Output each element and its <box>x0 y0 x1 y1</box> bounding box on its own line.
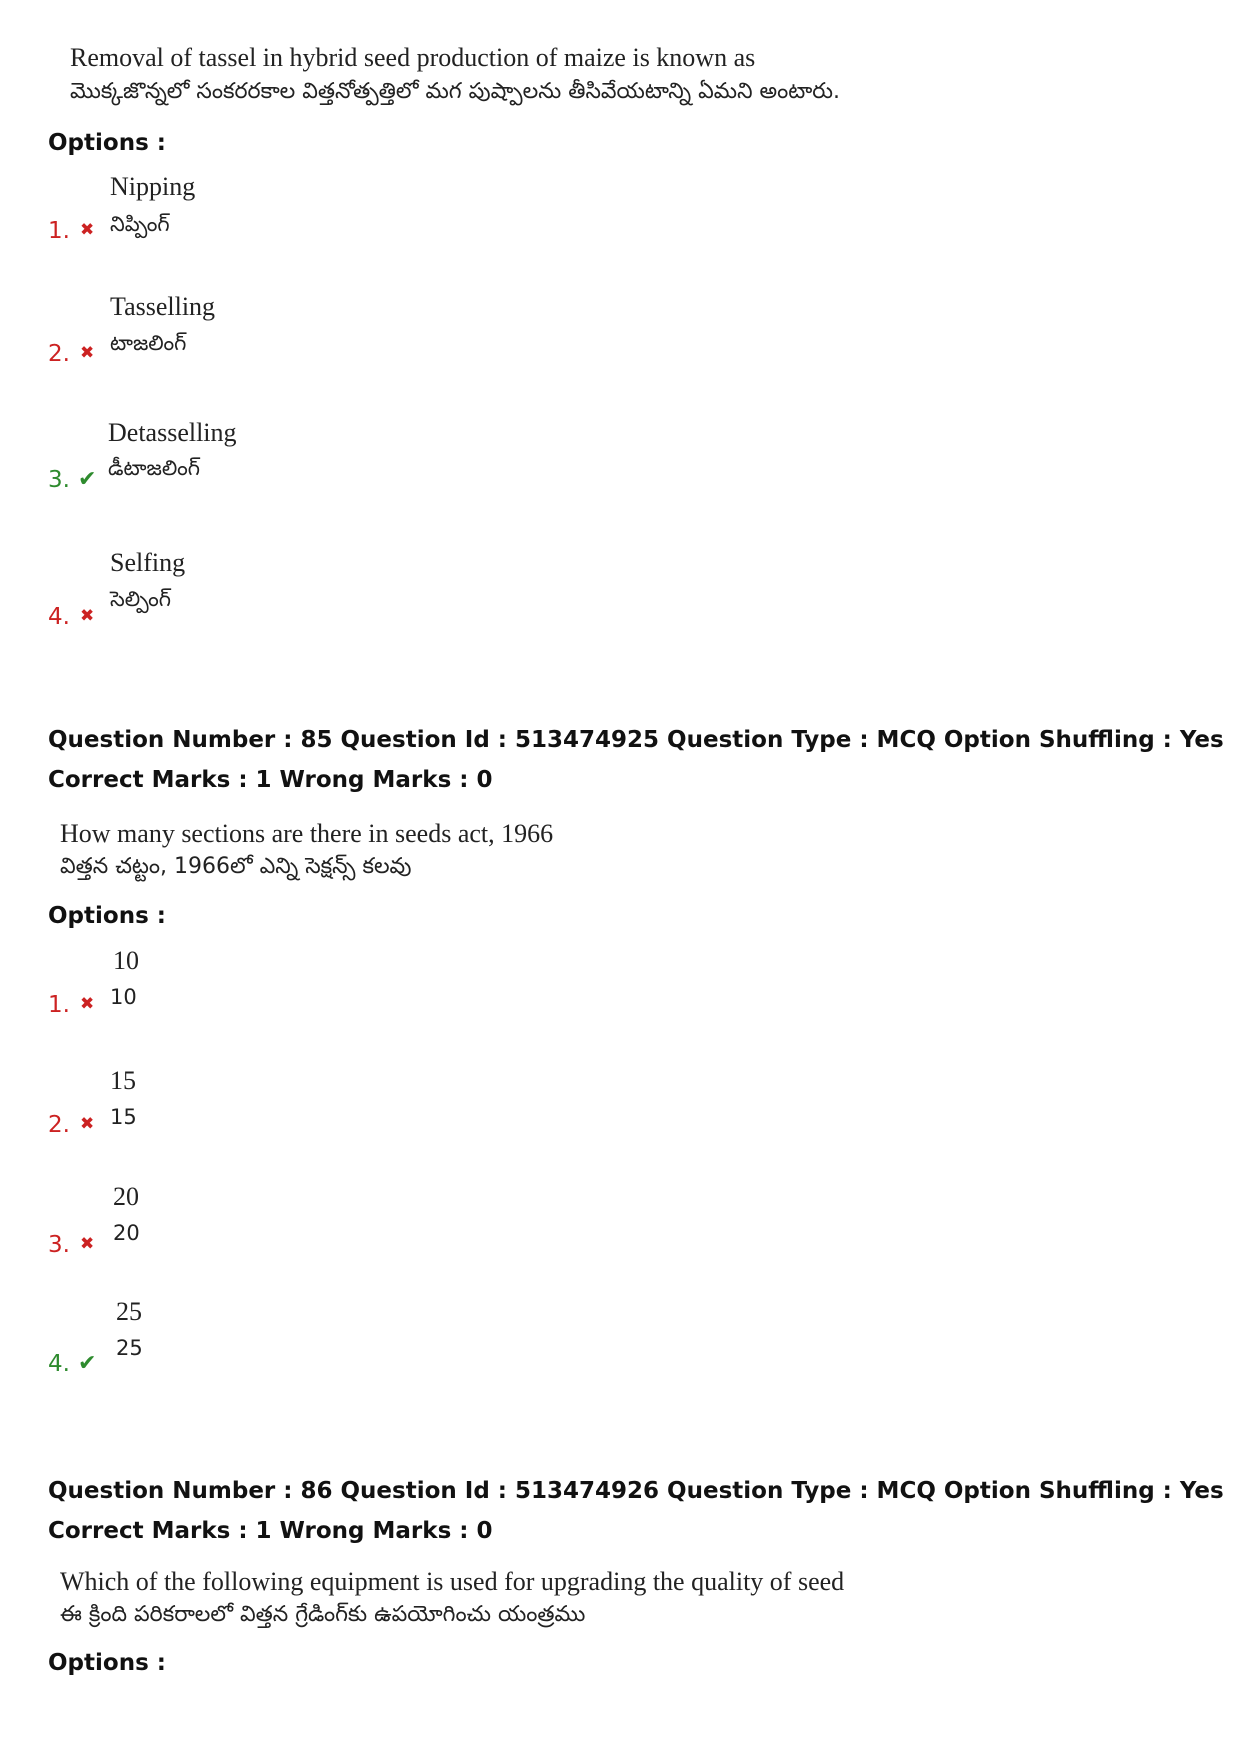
option-1-text-te: 10 <box>110 985 137 1009</box>
option-4-number: 4. <box>48 1351 70 1377</box>
option-3-text-te: 20 <box>113 1221 140 1245</box>
wrong-mark-icon: ✖ <box>80 1234 95 1254</box>
wrong-mark-icon: ✖ <box>80 343 95 363</box>
question-85-marks: Correct Marks : 1 Wrong Marks : 0 <box>48 767 493 793</box>
question-85-header: Question Number : 85 Question Id : 513474925 Question Type : MCQ Option Shuffling : Yes <box>48 727 1224 753</box>
options-label: Options : <box>48 130 166 156</box>
option-4-number: 4. <box>48 604 70 630</box>
option-1-number: 1. <box>48 992 70 1018</box>
question-86-marks: Correct Marks : 1 Wrong Marks : 0 <box>48 1518 493 1544</box>
wrong-mark-icon: ✖ <box>80 994 95 1014</box>
option-1-text-en: Nipping <box>110 172 196 201</box>
question-84-text-te: మొక్కజొన్నలో సంకరరకాల విత్తనోత్పత్తిలో మగ పుష్పాలను తీసివేయటాన్ని ఏమని అంటారు. <box>70 79 840 104</box>
wrong-mark-icon: ✖ <box>80 220 95 240</box>
option-4-text-en: 25 <box>116 1297 142 1326</box>
options-label: Options : <box>48 903 166 929</box>
option-2-text-en: 15 <box>110 1066 136 1095</box>
question-84-text-en: Removal of tassel in hybrid seed production of maize is known as <box>70 43 756 72</box>
option-3-number: 3. <box>48 467 70 493</box>
option-3-text-en: 20 <box>113 1182 139 1211</box>
option-1-text-en: 10 <box>113 946 139 975</box>
question-86-header: Question Number : 86 Question Id : 513474926 Question Type : MCQ Option Shuffling : Yes <box>48 1478 1224 1504</box>
option-4-text-en: Selfing <box>110 548 186 577</box>
wrong-mark-icon: ✖ <box>80 1114 95 1134</box>
option-2-text-en: Tasselling <box>110 292 216 321</box>
correct-check-icon: ✔ <box>78 467 97 492</box>
question-86-text-te: ఈ క్రింది పరికరాలలో విత్తన గ్రేడింగ్‌కు ఉపయోగించు యంత్రము <box>60 1602 586 1627</box>
option-2-number: 2. <box>48 1112 70 1138</box>
question-85-text-te: విత్తన చట్టం, 1966లో ఎన్ని సెక్షన్స్ కలవు <box>60 854 412 879</box>
option-2-text-te: 15 <box>110 1105 137 1129</box>
option-1-number: 1. <box>48 218 70 244</box>
question-86-text-en: Which of the following equipment is used for upgrading the quality of seed <box>60 1567 845 1596</box>
wrong-mark-icon: ✖ <box>80 606 95 626</box>
option-3-text-en: Detasselling <box>108 418 237 447</box>
option-1-text-te: నిప్పింగ్ <box>110 212 170 236</box>
option-2-text-te: టాజలింగ్ <box>110 331 187 355</box>
option-4-text-te: 25 <box>116 1336 143 1360</box>
correct-check-icon: ✔ <box>78 1351 97 1376</box>
option-2-number: 2. <box>48 341 70 367</box>
option-3-number: 3. <box>48 1232 70 1258</box>
options-label: Options : <box>48 1650 166 1676</box>
option-3-text-te: డీటాజలింగ్ <box>108 456 200 480</box>
question-85-text-en: How many sections are there in seeds act, 1966 <box>60 819 554 848</box>
option-4-text-te: సెల్పింగ్ <box>110 587 172 611</box>
